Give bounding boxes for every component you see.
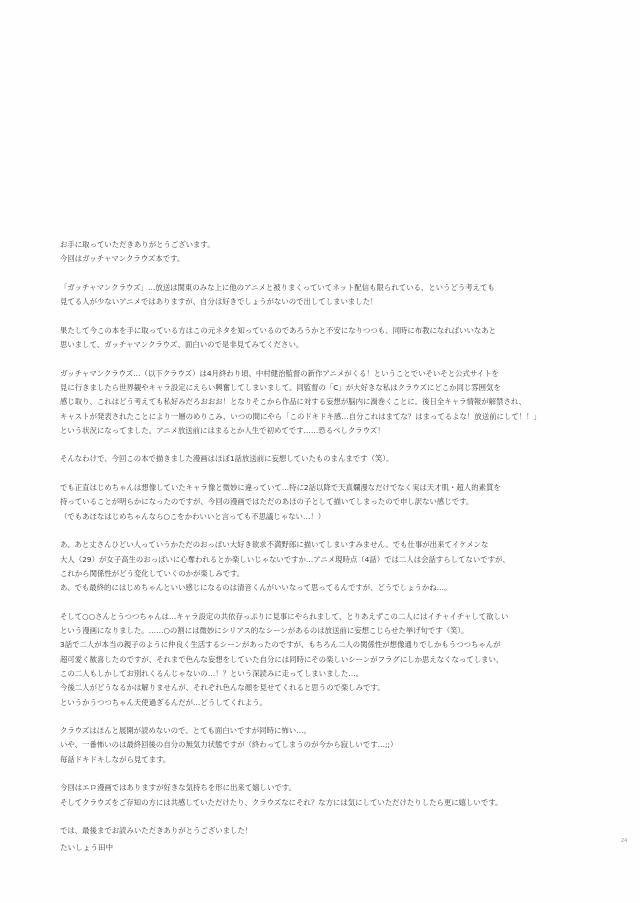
afterword-line: そんなわけで、今回この本で描きました漫画はほぼ1話放送前に妄想していたものまんまです（笑）。	[60, 454, 394, 464]
afterword-paragraph	[60, 724, 590, 767]
afterword-line: 今回はガッチャマンクラウズ本です。	[60, 254, 185, 264]
afterword-paragraph	[60, 610, 590, 710]
afterword-line: キャストが発表されたことにより一層のめりこみ、いつの間にやら「このドキドキ感…自分これはまてな？はまってるよな！放送前にして！！」	[60, 411, 541, 421]
afterword-line: 毎話ドキドキしながら見てます。	[60, 754, 171, 764]
afterword-line: 感じ取り、これはどう考えても私好みだろおおお！となりそこから作品に対する妄想が脳内に渦巻くことに。後日全キャラ情報が解禁され、	[60, 397, 527, 407]
afterword-line: この二人もしかしてお別れくるんじゃないの…！？という深読みに走ってしまいました…。	[60, 668, 364, 678]
afterword-line: 超可愛く歓喜したのですが、それまで色んな妄想をしていた自分には同時にその楽しいシーンがフラグにしか思えなくなってしまい、	[60, 654, 504, 664]
afterword-line: 3話で二人が本当の親子のように仲良く生活するシーンがあったのですが、もちろん二人の関係性が想像通りでしかもうつつちゃんが	[60, 640, 501, 650]
afterword-paragraph	[60, 324, 590, 353]
afterword-line: という漫画になりました。……○の割には微妙にシリアス的なシーンがあるのは放送前に妄想こじらせた挙げ句です（笑）。	[60, 626, 469, 636]
afterword-line: 思いまして、ガッチャマンクラウズ、面白いので是非見てみてください。	[60, 340, 304, 350]
afterword-line: 持っていることが明らかになったのですが、今回の漫画ではただのあほの子として描いてしまったので申し訳ない感じです。	[60, 497, 474, 507]
afterword-line: お手に取っていただきありがとうございます。	[60, 240, 215, 249]
afterword-line: ガッチャマンクラウズ…（以下クラウズ）は4月終わり頃、中村健治監督の新作アニメがくる！ということでいそいそと公式サイトを	[60, 368, 499, 378]
afterword-paragraph	[60, 281, 590, 310]
afterword-line: 見てる人が少ないアニメではありますが、自分は好きでしょうがないので出してしまいました！	[60, 297, 378, 307]
afterword-paragraph	[60, 367, 590, 438]
afterword-line: （でもあほなはじめちゃんなら○こをかわいいと言っても不思議じゃない…！）	[60, 511, 326, 521]
afterword-line: という状況になってました。アニメ放送前にはまるとか人生で初めてです……恐るべしクラウズ！	[60, 425, 385, 435]
afterword-paragraph	[60, 238, 590, 267]
afterword-line: では、最後までお読みいただきありがとうございました！	[60, 826, 253, 836]
afterword-line: クラウズはほんと展開が読めないので、とても面白いですが同時に怖い…。	[60, 726, 311, 736]
afterword-paragraph	[60, 824, 590, 838]
afterword-line: あ、でも最終的にはじめちゃんといい感じになるのは清音くんがいいなって思ってるんですが、どうでしょうかね…。	[60, 583, 452, 593]
afterword-paragraph	[60, 538, 590, 595]
afterword-text	[60, 238, 590, 853]
afterword-paragraph	[60, 781, 590, 810]
afterword-line: でも正直はじめちゃんは想像していたキャラ像と微妙に違っていて…特に2話以降で天真爛漫なだけでなく実は天才肌・超人的素質を	[60, 483, 501, 493]
afterword-line: 今回はエロ漫画ではありますが好きな気持ちを形に出来て嬉しいです。	[60, 783, 296, 793]
afterword-paragraph	[60, 481, 590, 524]
afterword-line: いや、一番怖いのは最終回後の自分の無気力状態ですが（終わってしまうのが今から寂しいです…;;）	[60, 740, 398, 750]
afterword-paragraph	[60, 452, 590, 466]
afterword-line: これから関係性がどう変化していくのかが楽しみです。	[60, 568, 245, 578]
afterword-line: 「ガッチャマンクラウズ」…放送は関東のみな上に他のアニメと被りまくっていてネット配信も限られている、というどう考えても	[60, 282, 495, 292]
afterword-line: あ、あと丈さんひどい人っていうかただのおっぱい大好き欲求不満野郎に描いてしまいすみません。でも仕事が出来てイケメンな	[60, 540, 489, 550]
afterword-line: 今後二人がどうなるかは解りませんが、それぞれ色んな顔を見せてくれると思うので楽しみです。	[60, 683, 385, 693]
afterword-line: そしてクラウズをご存知の方には共感していただけたり、クラウズなにそれ？な方には気にしていただけたりしたら更に嬉しいです。	[60, 797, 503, 807]
afterword-line: そして○○さんとうつつちゃんは…キャラ設定の共依存っぷりに見事にやられまして、とりあえずこの二人にはイチャイチャして欲しい	[60, 611, 509, 621]
afterword-line: 見に行きましたら世界観やキャラ設定にえらい興奮してしまいまして。同監督の「C」が大好きな私はクラウズにどこか同じ雰囲気を	[60, 382, 501, 392]
page-number: 24	[621, 838, 628, 844]
afterword-line: 大人（29）が女子高生のおっぱいに心奪われるとか楽しいじゃないですか…アニメ現時点（4話）では二人は会話すらしてないですが、	[60, 554, 510, 564]
author-signature: たいしょう田中	[60, 843, 114, 852]
afterword-line: 果たして今この本を手に取っている方はこの元ネタを知っているのであろうかと不安になりつつも、同時に布教になればいいなあと	[60, 325, 497, 335]
afterword-line: というかうつつちゃん天使過ぎるんだが…どうしてくれよう。	[60, 697, 267, 707]
